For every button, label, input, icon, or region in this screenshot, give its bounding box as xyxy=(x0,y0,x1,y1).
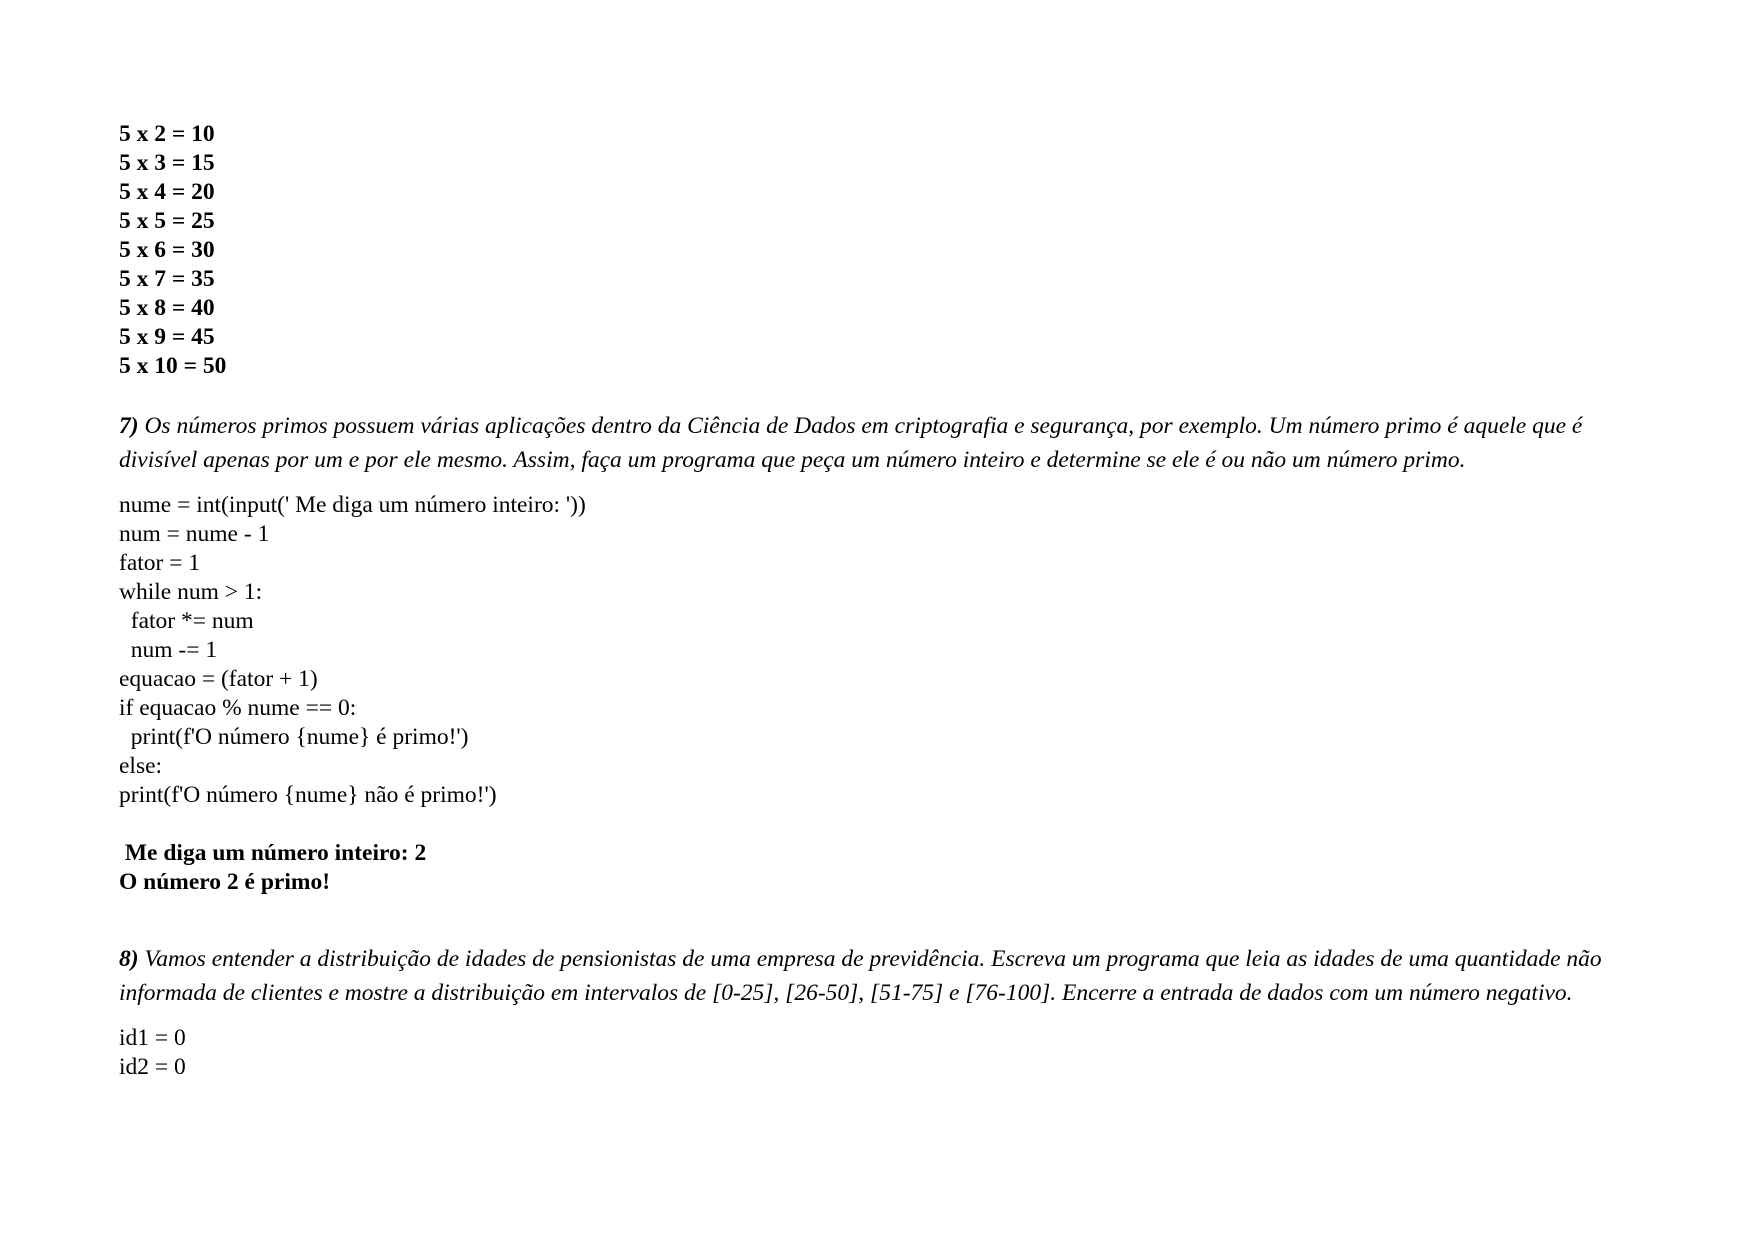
spacer xyxy=(119,897,1639,943)
code-line: id1 = 0 xyxy=(119,1025,186,1051)
table-output-line: 5 x 4 = 20 xyxy=(119,179,215,205)
code-block-8 xyxy=(119,1024,1639,1082)
code-line: fator *= num xyxy=(119,608,254,634)
output-line: O número 2 é primo! xyxy=(119,869,331,895)
code-block-7 xyxy=(119,491,1639,810)
table-output-line: 5 x 8 = 40 xyxy=(119,295,215,321)
output-line: Me diga um número inteiro: 2 xyxy=(119,840,427,866)
table-output-line: 5 x 6 = 30 xyxy=(119,237,215,263)
question-8 xyxy=(119,943,1639,1010)
code-line: else: xyxy=(119,753,163,779)
code-line: id2 = 0 xyxy=(119,1054,186,1080)
table-output-line: 5 x 3 = 15 xyxy=(119,150,215,176)
question-8-number: 8) xyxy=(119,946,139,972)
table-output-line: 5 x 9 = 45 xyxy=(119,324,215,350)
code-line: nume = int(input(' Me diga um número inteiro: ')) xyxy=(119,492,586,518)
code-line: fator = 1 xyxy=(119,550,201,576)
multiplication-table-output xyxy=(119,120,1639,381)
table-output-line: 5 x 7 = 35 xyxy=(119,266,215,292)
code-line: print(f'O número {nume} não é primo!') xyxy=(119,782,497,808)
question-7-number: 7) xyxy=(119,413,139,439)
table-output-line: 5 x 10 = 50 xyxy=(119,353,227,379)
code-line: num -= 1 xyxy=(119,637,218,663)
spacer xyxy=(119,810,1639,839)
spacer xyxy=(119,1010,1639,1024)
code-line: while num > 1: xyxy=(119,579,263,605)
question-8-text: Vamos entender a distribuição de idades de pensionistas de uma empresa de previdência. Escreva um programa que leia as idades de uma quantidade não informada de clientes e mostre a distribuição em intervalos de [0-25], [26-50], [51-75] e [76-100]. Encerre a entrada de dados com um número negativo. xyxy=(119,946,1602,1006)
table-output-line: 5 x 2 = 10 xyxy=(119,121,215,147)
program-output-7 xyxy=(119,839,1639,897)
question-7-text: Os números primos possuem várias aplicações dentro da Ciência de Dados em criptografia e segurança, por exemplo. Um número primo é aquele que é divisível apenas por um e por ele mesmo. Assim, faça um programa que peça um número inteiro e determine se ele é ou não um número primo. xyxy=(119,413,1583,473)
document-content xyxy=(119,120,1639,1082)
spacer xyxy=(119,477,1639,491)
table-output-line: 5 x 5 = 25 xyxy=(119,208,215,234)
code-line: equacao = (fator + 1) xyxy=(119,666,318,692)
question-7 xyxy=(119,410,1639,477)
code-line: print(f'O número {nume} é primo!') xyxy=(119,724,469,750)
code-line: num = nume - 1 xyxy=(119,521,270,547)
code-line: if equacao % nume == 0: xyxy=(119,695,357,721)
spacer xyxy=(119,381,1639,410)
